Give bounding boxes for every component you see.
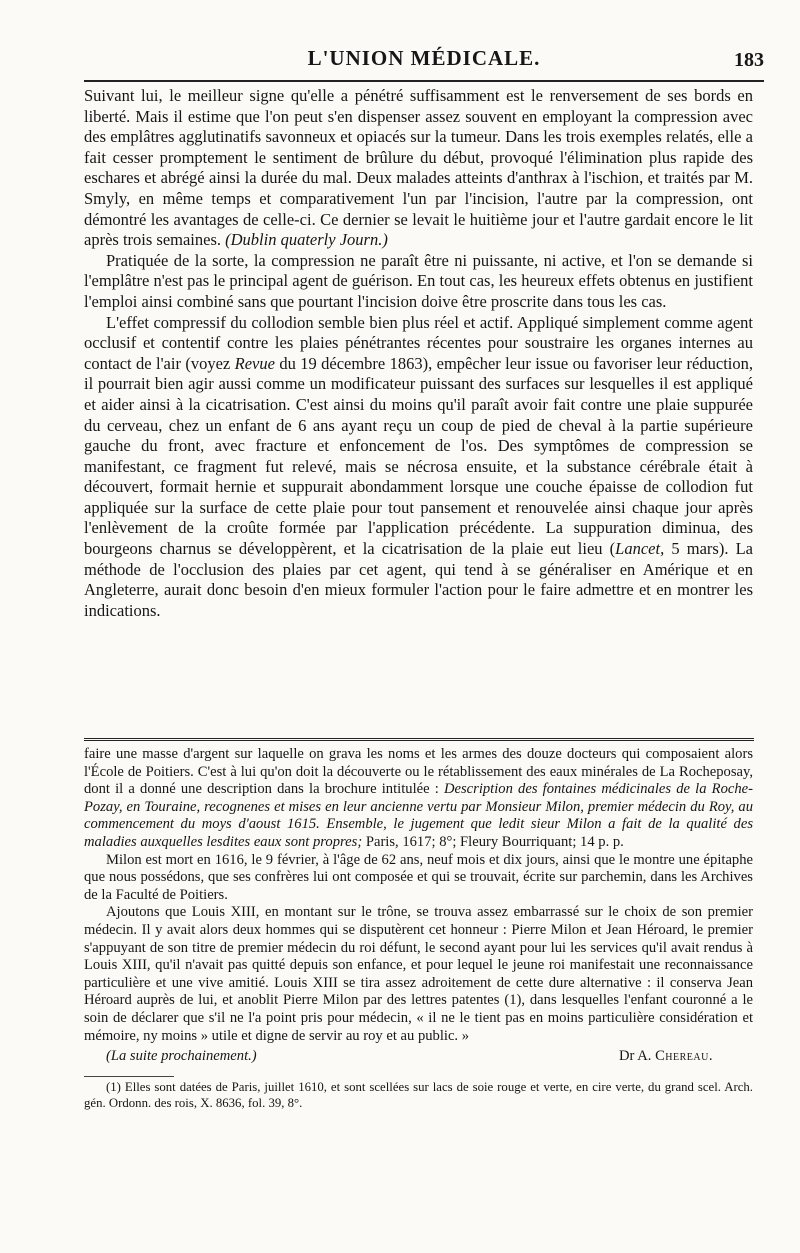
brochure-title: Description des fontaines médicinales de la Roche-Pozay, en Touraine, recognenes et mises en leur ancienne vertu par Monsieur Milon, premier médecin du Roy, au commencement du moys d'aoust 1615. Ensemble, le jugement que ledit sieur Milon a fait de la qualité des maladies auxquelles lesdites eaux sont propres;: [84, 781, 753, 850]
running-title: L'UNION MÉDICALE.: [307, 46, 541, 70]
signature-name: Chereau.: [655, 1048, 713, 1065]
feuilleton-paragraph-milon-mort: Milon est mort en 1616, le 9 février, à l'âge de 62 ans, neuf mois et dix jours, ainsi que le montre une épitaphe que nous possédons, que ses confrères lui ont composée et qui se trouvait, écrite sur parchemin, dans les Archives de la Faculté de Poitiers.: [84, 851, 753, 903]
signature-row: [84, 1048, 753, 1068]
feuilleton-paragraph-masse: [84, 746, 753, 852]
footnote: (1) Elles sont datées de Paris, juillet 1610, et sont scellées sur lacs de soie rouge et verte, en cire verte, du grand scel. Arch. gén. Ordonn. des rois, X. 8636, fol. 39, 8°.: [84, 1080, 753, 1110]
paragraph-suivant-lui: [84, 86, 753, 251]
paragraph-pratiquee: Pratiquée de la sorte, la compression ne paraît être ni puissante, ni active, et l'on se demande si l'emplâtre n'est pas le principal agent de guérison. En tout cas, les heureux effets obtenus en justifient l'emploi ainsi combiné sans que pourtant l'incision doive être proscrite dans tous les cas.: [84, 250, 753, 311]
page-number: 183: [734, 49, 764, 71]
signature-prefix: Dr A.: [618, 1048, 652, 1065]
header-rule: [84, 80, 764, 82]
feuilleton-divider: [84, 738, 754, 741]
paragraph-collodion: [84, 313, 753, 622]
feuilleton-section: [84, 746, 753, 1112]
paragraph-text: L'effet compressif du collodion semble bien plus réel et actif. Appliqué simplement comme agent occlusif et contentif contre les plaies pénétrantes récentes pour soustraire les organes internes au contact de l'air (voyez: [84, 312, 753, 373]
paragraph-text: 5 mars). La méthode de l'occlusion des plaies par cet agent, qui tend à se généraliser en Amérique et en Angleterre, aurait donc besoin d'en mieux formuler l'action pour le faire admettre et en montrer les indications.: [84, 539, 754, 620]
feuilleton-paragraph-louis-xiii: Ajoutons que Louis XIII, en montant sur le trône, se trouva assez embarrassé sur le choix de son premier médecin. Il y avait alors deux hommes qui se disputèrent cet honneur : Pierre Milon et Jean Héroard, le premier s'appuyant de son titre de premier médecin du roi défunt, le second ayant pour lui les services qu'il avait rendus à Louis XIII, qu'il n'avait pas quitté depuis son enfance, et pour lequel le jeune roi manifestait une reconnaissance particulière et une vive amitié. Louis XIII se tira assez adroitement de cette dure alternative : il conserva Jean Héroard auprès de lui, et anoblit Pierre Milon par des lettres patentes (1), dans lesquelles l'enfant couronné a le soin de déclarer que s'il ne l'a point pris pour médecin, « il ne le tient pas en moins particulière considération et mémoire, ny moins » utile et digne de servir au roy et au public. »: [84, 904, 753, 1044]
author-signature: [619, 1048, 713, 1066]
publication-details: Paris, 1617; 8°; Fleury Bourriquant; 14 p. p.: [365, 833, 624, 850]
page-header: [84, 46, 764, 76]
main-article: [84, 86, 753, 621]
paragraph-text: du 19 décembre 1863), empêcher leur issue ou favoriser leur réduction, il pourrait bien agir aussi comme un modificateur puissant des surfaces sur lesquelles il est appliqué et aider ainsi à la cicatrisation. C'est ainsi du moins qu'il paraît avoir fait contre une plaie suppurée du cerveau, chez un enfant de 6 ans ayant reçu un coup de pied de cheval à la partie supérieure gauche du front, avec fracture et enfoncement de l'os. Des symptômes de compression se manifestant, ce fragment fut relevé, mais se nécrosa ensuite, et la substance cérébrale était à découvert, formait hernie et suppurait abondamment lorsque une couche épaisse de collodion fut appliquée sur la surface de cette plaie pour tout pansement et renouvelée ainsi chaque jour après l'enlèvement de la croûte formée par l'application précédente. La suppuration diminua, des bourgeons charnus se développèrent, et la cicatrisation de la plaie eut lieu (: [84, 353, 753, 559]
paragraph-text: faire une masse d'argent sur laquelle on grava les noms et les armes des douze docteurs qui composaient alors l'École de Poitiers. C'est à lui qu'on doit la découverte ou le rétablissement des eaux minérales de La Rocheposay, dont il a donné une description dans la brochure intitulée :: [84, 746, 753, 798]
continuation-note: (La suite prochainement.): [106, 1048, 257, 1065]
citation-dublin: (Dublin quaterly Journ.): [225, 230, 388, 250]
paragraph-text: Suivant lui, le meilleur signe qu'elle a pénétré suffisamment est le renversement de ses bords en liberté. Mais il estime que l'on peut s'en dispenser assez souvent en employant la compression avec des emplâtres agglutinatifs savonneux et opiacés sur la tumeur. Dans les trois exemples relatés, elle a fait cesser promptement le sentiment de brûlure du début, provoqué l'élimination plus rapide des eschares et abrégé ainsi la durée du mal. Deux malades atteints d'anthrax à l'ischion, et traités par M. Smyly, en même temps et comparativement l'un par l'incision, l'autre par la compression, ont démontré les avantages de celle-ci. Ce dernier se levait le huitième jour et l'autre gardait encore le lit après trois semaines.: [84, 86, 753, 250]
footnote-rule: [84, 1076, 174, 1077]
reference-revue: Revue: [234, 353, 275, 373]
reference-lancet: Lancet,: [615, 539, 665, 559]
